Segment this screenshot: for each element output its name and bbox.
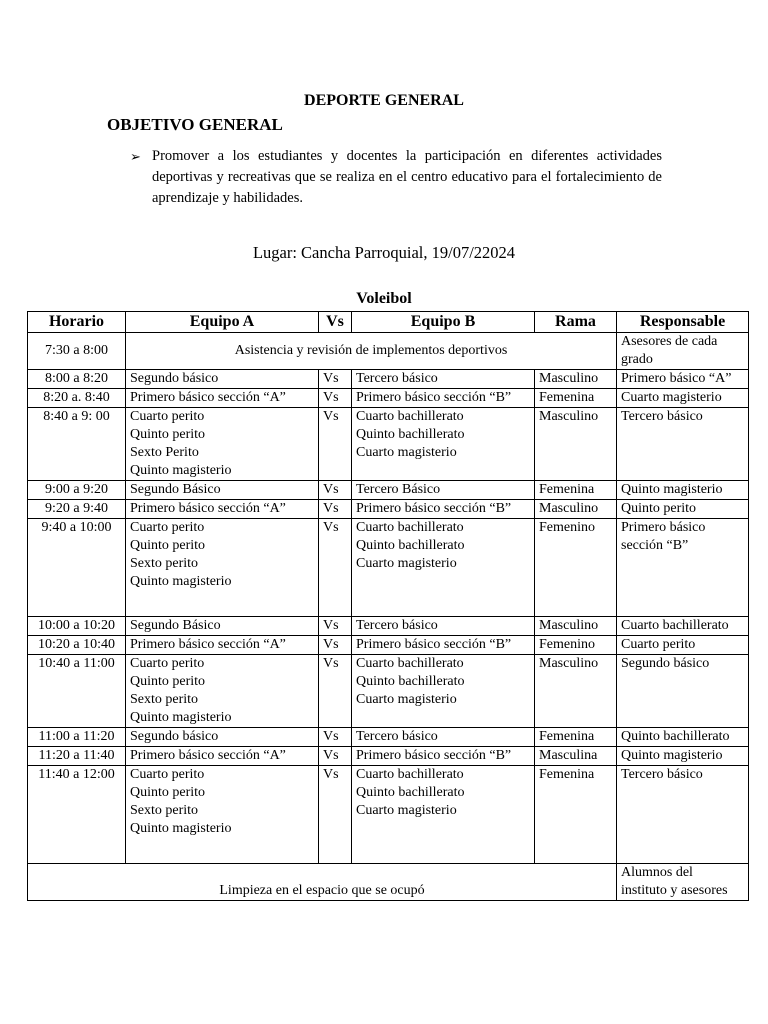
team-a-cell (126, 389, 319, 408)
team-b-cell (352, 636, 535, 655)
team-a-cell (126, 481, 319, 500)
team-b-line: Quinto bachillerato (356, 538, 465, 553)
team-b-line: Tercero básico (356, 729, 438, 744)
table-row (28, 747, 749, 766)
team-a-cell (126, 728, 319, 747)
responsible-line: Primero básico “A” (621, 371, 732, 386)
team-b-line: Cuarto bachillerato (356, 520, 464, 535)
responsible-cell (617, 728, 749, 747)
responsible-cell (617, 519, 749, 617)
team-b-cell (352, 747, 535, 766)
responsible-cell (617, 766, 749, 864)
team-a-line: Cuarto perito (130, 656, 205, 671)
team-b-line: Tercero básico (356, 618, 438, 633)
team-b-cell (352, 370, 535, 389)
team-a-line: Primero básico sección “A” (130, 637, 286, 652)
responsible-line: Quinto bachillerato (621, 729, 730, 744)
team-b-line: Primero básico sección “B” (356, 748, 512, 763)
responsible-line: Cuarto magisterio (621, 390, 722, 405)
time-cell: 11:00 a 11:20 (28, 728, 126, 747)
team-a-line: Segundo Básico (130, 618, 221, 633)
table-row (28, 519, 749, 617)
rama-cell: Masculino (535, 408, 617, 481)
header-horario: Horario (28, 312, 126, 333)
vs-cell: Vs (319, 408, 352, 481)
responsible-line: grado (621, 352, 653, 367)
header-vs: Vs (319, 312, 352, 333)
vs-cell: Vs (319, 389, 352, 408)
table-row (28, 333, 749, 370)
team-b-cell (352, 519, 535, 617)
team-a-line: Quinto perito (130, 674, 206, 689)
team-b-line: Primero básico sección “B” (356, 637, 512, 652)
team-b-line: Cuarto bachillerato (356, 767, 464, 782)
responsible-line: instituto y asesores (621, 883, 728, 898)
responsible-cell (617, 333, 749, 370)
team-a-line: Segundo básico (130, 729, 219, 744)
team-a-line: Quinto magisterio (130, 821, 232, 836)
vs-cell: Vs (319, 519, 352, 617)
vs-cell: Vs (319, 636, 352, 655)
responsible-line: sección “B” (621, 538, 689, 553)
team-a-line: Quinto perito (130, 427, 206, 442)
team-b-line: Quinto bachillerato (356, 785, 465, 800)
team-b-line: Cuarto bachillerato (356, 409, 464, 424)
time-cell: 10:20 a 10:40 (28, 636, 126, 655)
time-cell: 8:00 a 8:20 (28, 370, 126, 389)
table-row (28, 655, 749, 728)
team-b-line: Cuarto bachillerato (356, 656, 464, 671)
rama-cell: Masculino (535, 500, 617, 519)
vs-cell: Vs (319, 655, 352, 728)
responsible-line: Alumnos del (621, 865, 693, 880)
rama-cell: Femenina (535, 389, 617, 408)
objective-heading: OBJETIVO GENERAL (107, 115, 283, 134)
team-a-line: Primero básico sección “A” (130, 390, 286, 405)
objective-text: Promover a los estudiantes y docentes la participación en diferentes actividades deportivas y recreativas que se realiza en el centro educativo para el fortalecimiento de aprendizaje y habilidades. (152, 148, 662, 206)
activity-cell: Limpieza en el espacio que se ocupó (28, 864, 617, 901)
team-b-line: Tercero Básico (356, 482, 441, 497)
table-row (28, 864, 749, 901)
responsible-line: Tercero básico (621, 409, 703, 424)
table-header-row (28, 312, 749, 333)
time-cell: 10:40 a 11:00 (28, 655, 126, 728)
team-b-cell (352, 766, 535, 864)
rama-cell: Femenino (535, 519, 617, 617)
responsible-cell (617, 408, 749, 481)
rama-cell: Masculino (535, 617, 617, 636)
responsible-line: Segundo básico (621, 656, 710, 671)
team-a-line: Quinto perito (130, 538, 206, 553)
responsible-cell (617, 500, 749, 519)
team-a-cell (126, 747, 319, 766)
responsible-line: Primero básico (621, 520, 706, 535)
team-a-cell (126, 408, 319, 481)
vs-cell: Vs (319, 617, 352, 636)
team-a-cell (126, 370, 319, 389)
team-b-line: Quinto bachillerato (356, 427, 465, 442)
responsible-cell (617, 481, 749, 500)
team-a-line: Quinto perito (130, 785, 206, 800)
location-date: Lugar: Cancha Parroquial, 19/07/22024 (252, 243, 516, 262)
vs-cell: Vs (319, 500, 352, 519)
vs-cell: Vs (319, 370, 352, 389)
table-row (28, 389, 749, 408)
rama-cell: Femenino (535, 636, 617, 655)
rama-cell: Masculino (535, 655, 617, 728)
responsible-cell (617, 617, 749, 636)
time-cell: 11:20 a 11:40 (28, 747, 126, 766)
team-a-line: Quinto magisterio (130, 574, 232, 589)
responsible-line: Quinto perito (621, 501, 697, 516)
responsible-cell (617, 864, 749, 901)
team-b-line: Tercero básico (356, 371, 438, 386)
rama-cell: Femenina (535, 766, 617, 864)
time-cell: 7:30 a 8:00 (28, 333, 126, 370)
table-row (28, 500, 749, 519)
team-a-cell (126, 500, 319, 519)
team-b-line: Primero básico sección “B” (356, 390, 512, 405)
team-b-cell (352, 617, 535, 636)
team-b-cell (352, 655, 535, 728)
time-cell: 8:20 a. 8:40 (28, 389, 126, 408)
team-b-line: Cuarto magisterio (356, 445, 457, 460)
header-responsable: Responsable (617, 312, 749, 333)
team-a-line: Cuarto perito (130, 520, 205, 535)
responsible-line: Cuarto bachillerato (621, 618, 729, 633)
team-b-cell (352, 389, 535, 408)
header-equipo-a: Equipo A (126, 312, 319, 333)
table-row (28, 728, 749, 747)
responsible-line: Tercero básico (621, 767, 703, 782)
team-a-cell (126, 519, 319, 617)
time-cell: 9:00 a 9:20 (28, 481, 126, 500)
responsible-line: Quinto magisterio (621, 482, 723, 497)
team-a-line: Quinto magisterio (130, 710, 232, 725)
team-a-line: Sexto Perito (130, 445, 199, 460)
team-a-line: Primero básico sección “A” (130, 748, 286, 763)
time-cell: 9:40 a 10:00 (28, 519, 126, 617)
table-row (28, 408, 749, 481)
vs-cell: Vs (319, 766, 352, 864)
rama-cell: Femenina (535, 481, 617, 500)
objective-paragraph (130, 146, 662, 209)
schedule-table (27, 311, 749, 901)
responsible-line: Cuarto perito (621, 637, 696, 652)
team-a-cell (126, 655, 319, 728)
vs-cell: Vs (319, 728, 352, 747)
team-a-line: Segundo básico (130, 371, 219, 386)
vs-cell: Vs (319, 481, 352, 500)
time-cell: 9:20 a 9:40 (28, 500, 126, 519)
table-row (28, 636, 749, 655)
team-a-line: Quinto magisterio (130, 463, 232, 478)
responsible-cell (617, 655, 749, 728)
sport-title: Voleibol (356, 290, 412, 307)
team-b-line: Quinto bachillerato (356, 674, 465, 689)
team-a-line: Cuarto perito (130, 767, 205, 782)
rama-cell: Femenina (535, 728, 617, 747)
vs-cell: Vs (319, 747, 352, 766)
header-equipo-b: Equipo B (352, 312, 535, 333)
document-title: DEPORTE GENERAL (304, 92, 464, 109)
rama-cell: Masculino (535, 370, 617, 389)
responsible-line: Quinto magisterio (621, 748, 723, 763)
responsible-line: Asesores de cada (621, 334, 718, 349)
team-b-line: Cuarto magisterio (356, 692, 457, 707)
team-b-cell (352, 728, 535, 747)
team-b-line: Cuarto magisterio (356, 556, 457, 571)
team-a-line: Primero básico sección “A” (130, 501, 286, 516)
arrow-bullet-icon: ➢ (130, 149, 141, 164)
team-a-line: Sexto perito (130, 803, 199, 818)
responsible-cell (617, 747, 749, 766)
team-b-cell (352, 481, 535, 500)
header-rama: Rama (535, 312, 617, 333)
team-a-cell (126, 766, 319, 864)
rama-cell: Masculina (535, 747, 617, 766)
team-a-line: Segundo Básico (130, 482, 221, 497)
team-a-line: Sexto perito (130, 692, 199, 707)
team-b-cell (352, 408, 535, 481)
team-a-line: Cuarto perito (130, 409, 205, 424)
table-row (28, 617, 749, 636)
responsible-cell (617, 636, 749, 655)
table-row (28, 370, 749, 389)
table-row (28, 766, 749, 864)
team-b-line: Cuarto magisterio (356, 803, 457, 818)
responsible-cell (617, 389, 749, 408)
team-a-cell (126, 636, 319, 655)
table-row (28, 481, 749, 500)
team-b-cell (352, 500, 535, 519)
responsible-cell (617, 370, 749, 389)
time-cell: 11:40 a 12:00 (28, 766, 126, 864)
team-a-line: Sexto perito (130, 556, 199, 571)
activity-cell: Asistencia y revisión de implementos deportivos (126, 333, 617, 370)
team-b-line: Primero básico sección “B” (356, 501, 512, 516)
time-cell: 8:40 a 9: 00 (28, 408, 126, 481)
time-cell: 10:00 a 10:20 (28, 617, 126, 636)
team-a-cell (126, 617, 319, 636)
